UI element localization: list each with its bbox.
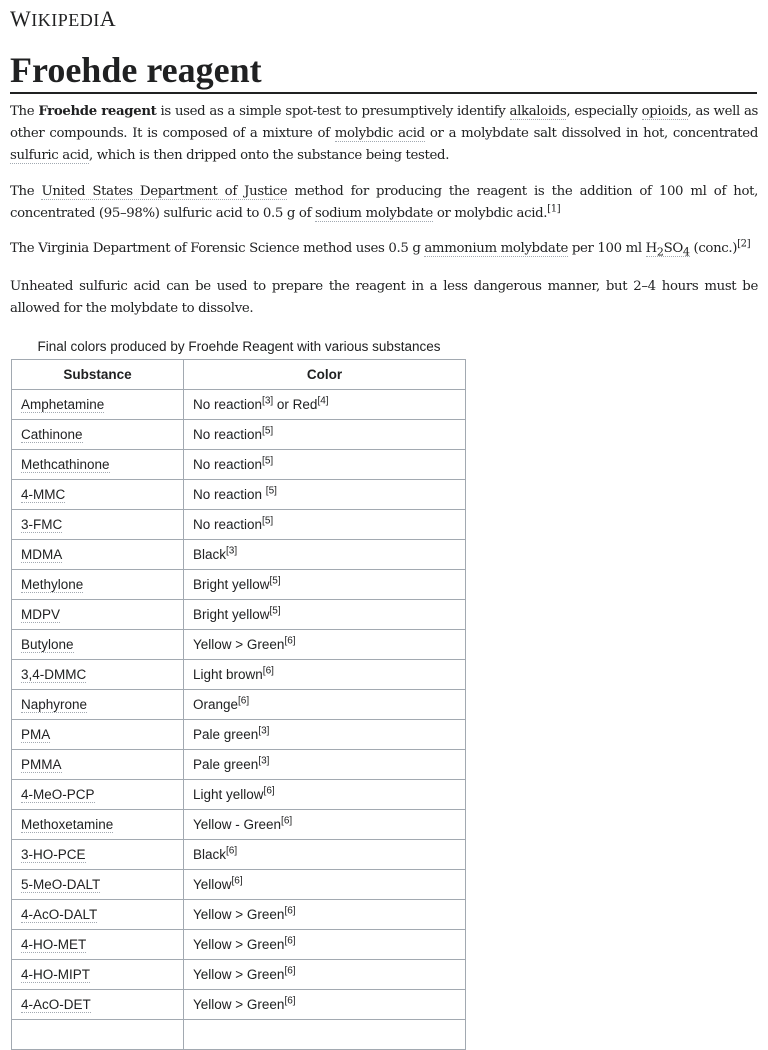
citation-link[interactable]: [2]: [737, 238, 751, 250]
substance-cell: [12, 780, 184, 810]
color-text: Yellow > Green: [193, 997, 285, 1012]
substance-link[interactable]: Methcathinone: [21, 457, 110, 472]
link-sulfuric-acid-formula[interactable]: [646, 241, 690, 257]
table-header-row: [12, 360, 466, 390]
substance-link[interactable]: Cathinone: [21, 427, 83, 442]
color-text: No reaction: [193, 517, 263, 532]
substance-cell: [12, 900, 184, 930]
text: is used as a simple spot-test to presumptively identify: [156, 104, 510, 119]
substance-cell: [12, 960, 184, 990]
color-text: Yellow > Green: [193, 637, 285, 652]
color-cell: [184, 450, 466, 480]
citation-link[interactable]: [6]: [281, 815, 293, 827]
color-text: Yellow > Green: [193, 937, 285, 952]
substance-link[interactable]: MDPV: [21, 607, 61, 622]
citation-link[interactable]: [3]: [258, 755, 270, 767]
substance-cell: [12, 510, 184, 540]
substance-cell: [12, 630, 184, 660]
color-text: Bright yellow: [193, 577, 270, 592]
color-text: Yellow > Green: [193, 907, 285, 922]
substance-cell: [12, 990, 184, 1020]
substance-link[interactable]: Methoxetamine: [21, 817, 114, 832]
substance-cell: [12, 600, 184, 630]
substance-cell: [12, 690, 184, 720]
table-row: [12, 750, 466, 780]
color-cell: [184, 900, 466, 930]
substance-link[interactable]: Naphyrone: [21, 697, 88, 712]
substance-link[interactable]: PMA: [21, 727, 51, 742]
table-row: [12, 600, 466, 630]
citation-link[interactable]: [5]: [262, 515, 274, 527]
color-cell: [184, 390, 466, 420]
color-cell: [184, 540, 466, 570]
color-cell: [184, 690, 466, 720]
text: or molybdic acid.: [432, 206, 548, 221]
bold-term: Froehde reagent: [38, 104, 157, 119]
citation-link[interactable]: [6]: [284, 965, 296, 977]
link-ammonium-molybdate[interactable]: ammonium molybdate: [424, 241, 568, 256]
substance-cell: [12, 420, 184, 450]
link-molybdic-acid[interactable]: molybdic acid: [334, 126, 425, 141]
color-text: Black: [193, 847, 227, 862]
color-text: Light brown: [193, 667, 263, 682]
citation-link[interactable]: [6]: [231, 875, 243, 887]
substance-cell: [12, 480, 184, 510]
color-text: Pale green: [193, 757, 259, 772]
table-row: [12, 870, 466, 900]
text: The: [10, 104, 39, 119]
citation-link[interactable]: [5]: [269, 575, 281, 587]
substance-link[interactable]: Butylone: [21, 637, 74, 652]
citation-link[interactable]: [5]: [265, 485, 277, 497]
table-row: [12, 780, 466, 810]
text: (conc.): [689, 241, 738, 256]
table-row: [12, 990, 466, 1020]
color-cell: [184, 630, 466, 660]
substance-link[interactable]: 4-AcO-DET: [21, 997, 91, 1012]
citation-link[interactable]: [3]: [226, 545, 238, 557]
citation-link[interactable]: [3]: [258, 725, 270, 737]
table-row: [12, 510, 466, 540]
substance-cell: [12, 750, 184, 780]
substance-link[interactable]: 4-MeO-PCP: [21, 787, 95, 802]
color-cell: [184, 780, 466, 810]
header-substance: Substance: [12, 360, 184, 390]
citation-link[interactable]: [6]: [284, 635, 296, 647]
substance-cell: [12, 540, 184, 570]
color-cell: [184, 750, 466, 780]
color-cell: [184, 570, 466, 600]
substance-cell: [12, 930, 184, 960]
citation-link[interactable]: [6]: [263, 785, 275, 797]
table-row: [12, 570, 466, 600]
color-cell: [184, 990, 466, 1020]
table-caption: Final colors produced by Froehde Reagent with various substances: [37, 339, 441, 354]
text: H: [645, 241, 657, 256]
table-row: [12, 900, 466, 930]
color-cell: [184, 480, 466, 510]
table-row: [12, 660, 466, 690]
text: method for producing the reagent is the addition of 100 ml of hot, concentrated (95–98%) sulfuric acid to 0.5 g of: [10, 184, 758, 221]
header-color: Color: [184, 360, 466, 390]
citation-link[interactable]: [6]: [284, 995, 296, 1007]
substance-cell: [12, 390, 184, 420]
substance-link[interactable]: Methylone: [21, 577, 84, 592]
text: The Virginia Department of Forensic Science method uses 0.5 g: [10, 241, 425, 256]
text: , which is then dripped onto the substance being tested.: [89, 148, 450, 163]
text: or a molybdate salt dissolved in hot, concentrated: [424, 126, 758, 141]
substance-cell: [12, 870, 184, 900]
virginia-paragraph: [10, 238, 758, 264]
text: , as well as other compounds. It is composed of a mixture of: [10, 104, 759, 141]
citation-link[interactable]: [5]: [269, 605, 281, 617]
table-row: [12, 720, 466, 750]
substance-link[interactable]: 3,4-DMMC: [21, 667, 87, 682]
text: per 100 ml: [567, 241, 646, 256]
doj-paragraph: [10, 181, 758, 225]
color-text: Black: [193, 547, 227, 562]
citation-link[interactable]: [5]: [262, 455, 274, 467]
substance-link[interactable]: 4-HO-MET: [21, 937, 87, 952]
substance-cell: [12, 450, 184, 480]
table-row: [12, 690, 466, 720]
table-row: [12, 630, 466, 660]
color-cell: [184, 420, 466, 450]
color-cell: [184, 810, 466, 840]
substance-cell: [12, 570, 184, 600]
color-text-alt: or Red: [273, 397, 318, 412]
citation-link[interactable]: [6]: [284, 905, 296, 917]
subscript: 4: [682, 245, 690, 259]
table-row: [12, 810, 466, 840]
substance-link[interactable]: PMMA: [21, 757, 62, 772]
reagent-color-table: [11, 359, 466, 1050]
color-cell: [184, 870, 466, 900]
citation-link[interactable]: [1]: [547, 203, 561, 215]
color-text: Yellow > Green: [193, 967, 285, 982]
substance-link[interactable]: 5-MeO-DALT: [21, 877, 101, 892]
color-cell: [184, 600, 466, 630]
color-text: Pale green: [193, 727, 259, 742]
citation-link[interactable]: [6]: [284, 935, 296, 947]
table-row: [12, 390, 466, 420]
text: The: [10, 184, 42, 199]
intro-paragraph: [10, 101, 758, 167]
color-cell: [184, 1020, 466, 1050]
color-cell: [184, 960, 466, 990]
link-sulfuric-acid[interactable]: sulfuric acid: [10, 148, 89, 163]
table-row: [12, 1020, 466, 1050]
subscript: 2: [656, 245, 664, 259]
substance-link[interactable]: 4-MMC: [21, 487, 66, 502]
substance-cell: [12, 660, 184, 690]
substance-cell: [12, 840, 184, 870]
link-us-doj[interactable]: United States Department of Justice: [41, 184, 288, 199]
citation-link[interactable]: [5]: [262, 425, 274, 437]
color-text: No reaction: [193, 427, 263, 442]
link-alkaloids[interactable]: alkaloids: [509, 104, 567, 119]
color-cell: [184, 720, 466, 750]
table-row: [12, 450, 466, 480]
color-text: No reaction: [193, 487, 266, 502]
substance-link[interactable]: MDMA: [21, 547, 63, 562]
table-row: [12, 930, 466, 960]
color-text: No reaction: [193, 397, 263, 412]
table-row: [12, 960, 466, 990]
color-cell: [184, 840, 466, 870]
link-opioids[interactable]: opioids: [641, 104, 688, 119]
citation-link[interactable]: [6]: [262, 665, 274, 677]
table-row: [12, 420, 466, 450]
table-row: [12, 540, 466, 570]
page-title: Froehde reagent: [10, 48, 757, 94]
substance-link[interactable]: 4-AcO-DALT: [21, 907, 98, 922]
substance-link[interactable]: 3-FMC: [21, 517, 63, 532]
substance-cell: [12, 720, 184, 750]
color-cell: [184, 930, 466, 960]
substance-link[interactable]: 4-HO-MIPT: [21, 967, 90, 982]
color-cell: [184, 660, 466, 690]
text: SO: [663, 241, 683, 256]
color-cell: [184, 510, 466, 540]
color-text: Bright yellow: [193, 607, 270, 622]
color-text: Yellow: [193, 877, 232, 892]
table-row: [12, 480, 466, 510]
substance-cell: [12, 1020, 184, 1050]
text: , especially: [566, 104, 642, 119]
color-text: Light yellow: [193, 787, 264, 802]
citation-link[interactable]: [4]: [317, 395, 329, 407]
citation-link[interactable]: [6]: [226, 845, 238, 857]
color-text: Yellow - Green: [193, 817, 282, 832]
wordmark-text: WIKIPEDIA: [10, 6, 117, 31]
citation-link[interactable]: [6]: [238, 695, 250, 707]
unheated-paragraph: Unheated sulfuric acid can be used to prepare the reagent in a less dangerous manner, but 2–4 hours must be allowed for the molybdate to dissolve.: [10, 279, 758, 316]
substance-link[interactable]: 3-HO-PCE: [21, 847, 86, 862]
color-text: No reaction: [193, 457, 263, 472]
table-row: [12, 840, 466, 870]
link-sodium-molybdate[interactable]: sodium molybdate: [315, 206, 433, 221]
substance-cell: [12, 810, 184, 840]
citation-link[interactable]: [3]: [262, 395, 274, 407]
substance-link[interactable]: Amphetamine: [21, 397, 105, 412]
color-text: Orange: [193, 697, 239, 712]
wikipedia-wordmark[interactable]: [10, 6, 116, 32]
